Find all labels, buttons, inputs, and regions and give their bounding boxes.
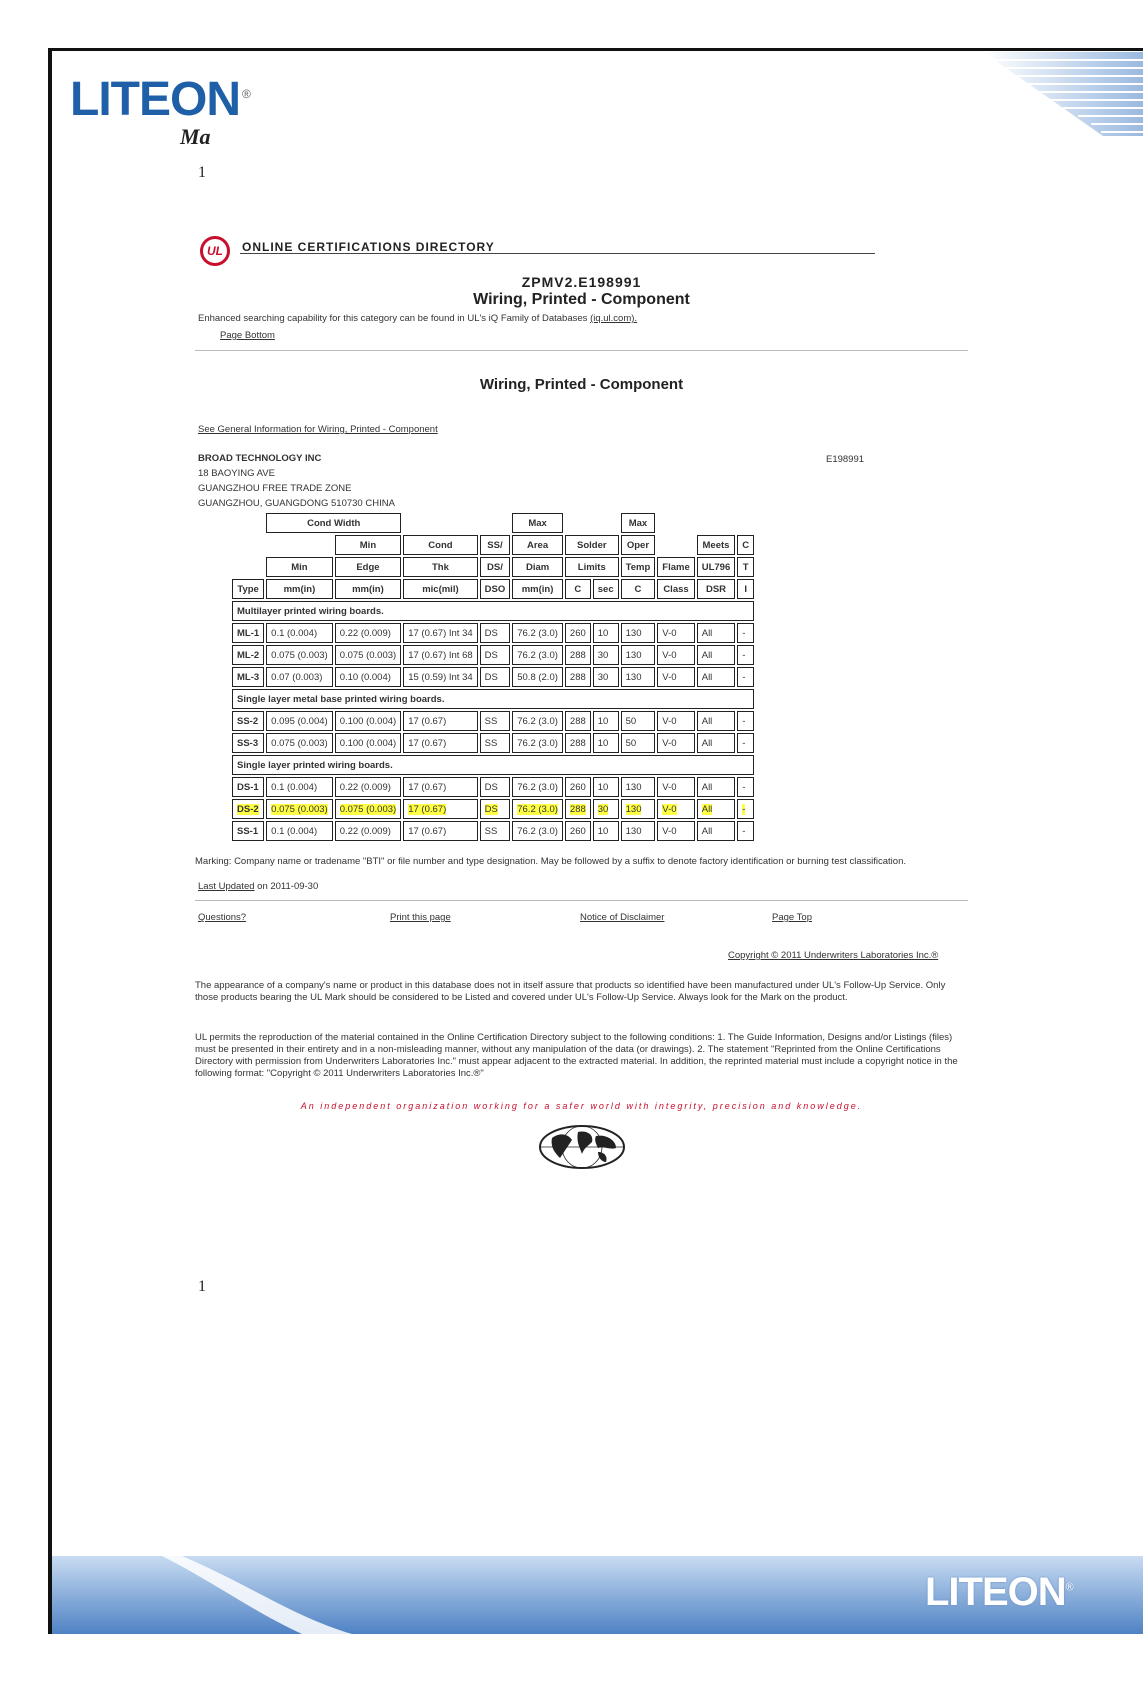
highlighted-value: DS-2	[237, 803, 259, 815]
th-temp: Temp	[621, 557, 656, 577]
table-cell: 130	[621, 645, 656, 665]
globe-icon	[538, 1124, 626, 1170]
table-cell: V-0	[657, 733, 694, 753]
th-cond: Cond	[403, 535, 477, 555]
type-cell: ML-3	[232, 667, 264, 687]
table-cell: 0.075 (0.003)	[266, 645, 333, 665]
questions-link[interactable]: Questions?	[198, 912, 247, 923]
document-title: Wiring, Printed - Component	[473, 291, 690, 308]
copyright-link[interactable]: Copyright © 2011 Underwriters Laboratories Inc.®	[728, 950, 939, 961]
th-meets: Meets	[697, 535, 736, 555]
table-cell: All	[697, 821, 736, 841]
th-ss: SS/	[480, 535, 511, 555]
section-title: Wiring, Printed - Component	[479, 376, 684, 393]
type-cell: ML-1	[232, 623, 264, 643]
table-cell: 0.1 (0.004)	[266, 777, 333, 797]
highlighted-value: DS	[484, 803, 498, 815]
file-number: E198991	[826, 454, 865, 465]
table-cell: 30	[593, 645, 619, 665]
table-cell: 10	[593, 777, 619, 797]
header-row-4	[232, 579, 754, 599]
table-row	[232, 777, 754, 797]
table-cell: 0.22 (0.009)	[335, 777, 402, 797]
table-cell: 10	[593, 623, 619, 643]
table-cell: 0.10 (0.004)	[335, 667, 402, 687]
table-cell: 0.1 (0.004)	[266, 623, 333, 643]
table-cell: V-0	[657, 667, 694, 687]
table-cell: 76.2 (3.0)	[512, 623, 563, 643]
table-cell: DS	[480, 623, 511, 643]
table-cell: 0.07 (0.003)	[266, 667, 333, 687]
th-unit: mic(mil)	[403, 579, 477, 599]
table-cell: -	[737, 667, 754, 687]
section-row	[232, 755, 754, 775]
table-cell: 130	[621, 667, 656, 687]
ul-tagline: An independent organization working for a safer world with integrity, precision and knowledge.	[300, 1101, 863, 1111]
table-cell: 10	[593, 711, 619, 731]
table-cell: 10	[593, 821, 619, 841]
highlighted-value: V-0	[662, 803, 677, 815]
table-cell: All	[697, 733, 736, 753]
table-cell: 50	[621, 733, 656, 753]
th-edge: Edge	[335, 557, 402, 577]
table-cell: V-0	[657, 711, 694, 731]
table-cell: 10	[593, 733, 619, 753]
table-cell: All	[697, 645, 736, 665]
table-cell: 288	[565, 711, 591, 731]
highlighted-value: 0.075 (0.003)	[339, 803, 397, 815]
disclaimer-link[interactable]: Notice of Disclaimer	[580, 912, 665, 923]
section-title-cell: Single layer metal base printed wiring boards.	[232, 689, 754, 709]
table-cell: -	[737, 623, 754, 643]
company-address	[198, 451, 395, 511]
highlighted-value: 76.2 (3.0)	[517, 803, 558, 815]
document-code: ZPMV2.E198991	[521, 274, 642, 290]
table-cell: 130	[621, 821, 656, 841]
table-cell: 17 (0.67)	[403, 711, 477, 731]
table-cell	[657, 799, 694, 819]
th-unit: mm(in)	[266, 579, 333, 599]
table-cell: -	[737, 777, 754, 797]
type-cell	[232, 799, 264, 819]
liteon-logo-footer: LITEON®	[925, 1570, 1073, 1614]
table-cell: V-0	[657, 777, 694, 797]
liteon-logo: LITEON ®	[70, 73, 250, 126]
table-cell: 76.2 (3.0)	[512, 821, 563, 841]
table-cell	[621, 799, 656, 819]
table-cell: V-0	[657, 623, 694, 643]
print-page-link[interactable]: Print this page	[390, 912, 451, 923]
th-class: Class	[657, 579, 694, 599]
address-line-2: GUANGZHOU FREE TRADE ZONE	[198, 483, 352, 494]
table-cell: All	[697, 623, 736, 643]
table-cell	[737, 799, 754, 819]
table-row	[232, 623, 754, 643]
table-row	[232, 799, 754, 819]
table-cell: 15 (0.59) Int 34	[403, 667, 477, 687]
th-sec: sec	[593, 579, 619, 599]
divider	[195, 350, 968, 351]
table-cell: 0.100 (0.004)	[335, 711, 402, 731]
th-i: I	[737, 579, 754, 599]
th-limits: Limits	[565, 557, 619, 577]
th-c: C	[737, 535, 754, 555]
type-cell: ML-2	[232, 645, 264, 665]
page-number-bottom: 1	[198, 1278, 206, 1295]
table-cell: 76.2 (3.0)	[512, 645, 563, 665]
table-cell: SS	[480, 711, 511, 731]
table-cell: All	[697, 777, 736, 797]
ul-logo-icon: UL	[200, 236, 230, 266]
th-ds: DS/	[480, 557, 511, 577]
address-line-3: GUANGZHOU, GUANGDONG 510730 CHINA	[198, 498, 395, 509]
table-cell: V-0	[657, 645, 694, 665]
highlighted-value: 130	[625, 803, 642, 815]
table-cell: SS	[480, 733, 511, 753]
table-cell: 17 (0.67)	[403, 821, 477, 841]
th-diam: Diam	[512, 557, 563, 577]
table-cell: 76.2 (3.0)	[512, 711, 563, 731]
table-cell: 0.075 (0.003)	[266, 733, 333, 753]
table-cell: All	[697, 667, 736, 687]
table-cell: All	[697, 711, 736, 731]
th-max: Max	[512, 513, 563, 533]
table-cell: 30	[593, 667, 619, 687]
table-cell: DS	[480, 645, 511, 665]
table-row	[232, 645, 754, 665]
table-row	[232, 733, 754, 753]
th-unit: mm(in)	[335, 579, 402, 599]
specs-table	[230, 511, 756, 843]
header-row-2	[232, 535, 754, 555]
address-line-1: 18 BAOYING AVE	[198, 468, 275, 479]
table-cell: 17 (0.67)	[403, 777, 477, 797]
table-cell: 0.095 (0.004)	[266, 711, 333, 731]
iq-link[interactable]: (iq.ul.com).	[590, 313, 638, 324]
section-title-cell: Multilayer printed wiring boards.	[232, 601, 754, 621]
table-cell	[593, 799, 619, 819]
th-dsr: DSR	[697, 579, 736, 599]
th-min: Min	[266, 557, 333, 577]
table-cell: SS	[480, 821, 511, 841]
table-cell: DS	[480, 667, 511, 687]
table-cell: -	[737, 645, 754, 665]
type-cell: DS-1	[232, 777, 264, 797]
table-cell: 0.1 (0.004)	[266, 821, 333, 841]
th-dso: DSO	[480, 579, 511, 599]
table-cell	[697, 799, 736, 819]
table-cell: 76.2 (3.0)	[512, 777, 563, 797]
th-flame: Flame	[657, 557, 694, 577]
table-cell: 288	[565, 733, 591, 753]
last-updated-link[interactable]: Last Updated	[198, 881, 255, 892]
divider	[195, 900, 968, 901]
search-note: Enhanced searching capability for this category can be found in UL's iQ Family of Databases (iq.ul.com).	[198, 313, 638, 324]
highlighted-value: 30	[597, 803, 609, 815]
th-t: T	[737, 557, 754, 577]
ul-directory-header	[200, 236, 875, 268]
page-number-top: 1	[198, 164, 206, 181]
th-unit: mm(in)	[512, 579, 563, 599]
th-solder: Solder	[565, 535, 619, 555]
th-c: C	[565, 579, 591, 599]
table-cell: 260	[565, 623, 591, 643]
table-cell	[266, 799, 333, 819]
disclaimer-text: The appearance of a company's name or product in this database does not in itself assure that products so identified have been manufactured under UL's Follow-Up Service. Only those products bearing the UL Mark should be considered to be Listed and covered under UL's Follow-Up Service. Always look for the Mark on the product.	[195, 980, 946, 1003]
highlighted-value: 288	[569, 803, 586, 815]
table-cell: 130	[621, 623, 656, 643]
header-row-3	[232, 557, 754, 577]
th-max: Max	[621, 513, 656, 533]
table-cell	[480, 799, 511, 819]
table-cell	[512, 799, 563, 819]
th-oper: Oper	[621, 535, 656, 555]
table-cell: 0.22 (0.009)	[335, 623, 402, 643]
general-info-link[interactable]: See General Information for Wiring, Printed - Component	[198, 424, 438, 435]
page-bottom-link[interactable]: Page Bottom	[220, 330, 275, 341]
table-cell: -	[737, 733, 754, 753]
highlighted-value: All	[701, 803, 713, 815]
th-area: Area	[512, 535, 563, 555]
marking-note: Marking: Company name or tradename "BTI" or file number and type designation. May be followed by a suffix to denote factory identification or burning test classification.	[195, 856, 906, 867]
table-cell: -	[737, 821, 754, 841]
type-cell: SS-3	[232, 733, 264, 753]
table-cell: 50	[621, 711, 656, 731]
th-cond-width: Cond Width	[266, 513, 401, 533]
last-updated: Last Updated on 2011-09-30	[198, 881, 319, 892]
page-top-link[interactable]: Page Top	[772, 912, 812, 923]
table-cell: 288	[565, 667, 591, 687]
table-cell: 288	[565, 645, 591, 665]
highlighted-value: 17 (0.67)	[408, 803, 447, 815]
company-name: BROAD TECHNOLOGY INC	[198, 453, 322, 464]
table-row	[232, 711, 754, 731]
table-cell: 76.2 (3.0)	[512, 733, 563, 753]
highlighted-value: 0.075 (0.003)	[271, 803, 328, 815]
directory-title: ONLINE CERTIFICATIONS DIRECTORY	[242, 240, 495, 254]
section-row	[232, 601, 754, 621]
table-row	[232, 821, 754, 841]
table-cell: 260	[565, 821, 591, 841]
highlighted-value: -	[742, 803, 746, 815]
section-row	[232, 689, 754, 709]
header-row-1	[232, 513, 754, 533]
table-cell: 130	[621, 777, 656, 797]
th-min: Min	[335, 535, 402, 555]
th-c: C	[621, 579, 656, 599]
header-title-fragment: Ma	[180, 124, 211, 149]
th-type: Type	[232, 579, 264, 599]
th-thk: Thk	[403, 557, 477, 577]
table-cell: 50.8 (2.0)	[512, 667, 563, 687]
table-cell: 0.22 (0.009)	[335, 821, 402, 841]
type-cell: SS-2	[232, 711, 264, 731]
th-ul796: UL796	[697, 557, 736, 577]
table-cell	[403, 799, 477, 819]
table-cell: 0.075 (0.003)	[335, 645, 402, 665]
decorative-stripes-top	[923, 52, 1143, 142]
type-cell: SS-1	[232, 821, 264, 841]
table-cell	[335, 799, 402, 819]
reproduction-text: UL permits the reproduction of the material contained in the Online Certification Directory subject to the following conditions: 1. The Guide Information, Designs and/or Listings (files) must be presented in their entirety and in a non-misleading manner, without any manipulation of the data (or drawings). 2. The statement "Reprinted from the Online Certifications Directory with permission from Underwriters Laboratories Inc." must appear adjacent to the extracted material. In addition, the reprinted material must include a copyright notice in the following format: "Copyright © 2011 Underwriters Laboratories Inc.®"	[195, 1032, 958, 1079]
table-cell: V-0	[657, 821, 694, 841]
header-rule	[240, 253, 875, 254]
table-cell	[565, 799, 591, 819]
table-cell: -	[737, 711, 754, 731]
table-cell: 0.100 (0.004)	[335, 733, 402, 753]
table-row	[232, 667, 754, 687]
table-cell: 17 (0.67) Int 68	[403, 645, 477, 665]
table-cell: 260	[565, 777, 591, 797]
section-title-cell: Single layer printed wiring boards.	[232, 755, 754, 775]
table-cell: DS	[480, 777, 511, 797]
table-cell: 17 (0.67) Int 34	[403, 623, 477, 643]
table-cell: 17 (0.67)	[403, 733, 477, 753]
